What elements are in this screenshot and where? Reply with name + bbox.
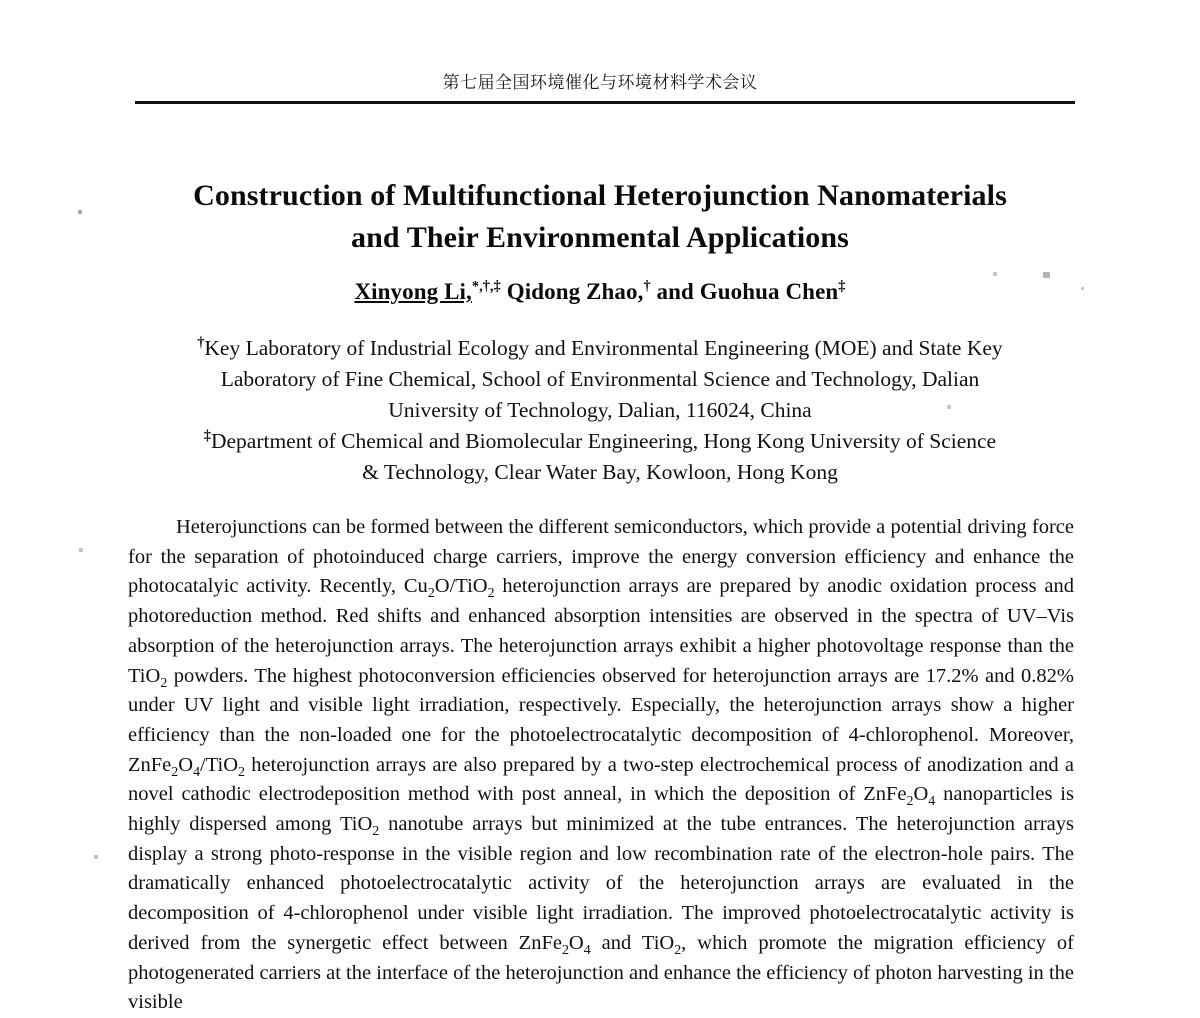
- scan-speck-icon: [79, 548, 83, 552]
- formula-sub-5: 4: [193, 764, 201, 780]
- affiliation-1-line-3: University of Technology, Dalian, 116024, China: [388, 398, 812, 422]
- formula-sub-6: 2: [238, 764, 245, 780]
- abstract-seg-9: nanoparticles is highly dispersed among TiO: [128, 783, 1074, 836]
- header-divider-rule: [135, 101, 1075, 104]
- abstract-seg-10: nanotube arrays but minimized at the tube entrances. The heterojunction arrays display a strong photo-response in the visible region and low recombination rate of the electron-hole pairs. The dramatically enhanced photoelectrocatalytic activity of the heterojunction arrays are evaluated in the decomposition of 4-chlorophenol under visible light irradiation. The improved photoelectrocatalytic activity is derived from the synergetic effect between ZnFe: [128, 813, 1075, 954]
- formula-sub-7: 2: [906, 794, 914, 810]
- author-third-affiliation-marks: ‡: [838, 278, 846, 295]
- abstract-seg-7: heterojunction arrays are also prepared by a two-step electrochemical process of anodization and a novel cathodic electrodeposition method with post anneal, in which the deposition of ZnFe: [128, 753, 1074, 806]
- scan-speck-icon: [947, 405, 951, 409]
- formula-sub-2: 2: [487, 586, 495, 602]
- abstract-seg-6: /TiO: [200, 753, 239, 776]
- formula-sub-8: 4: [928, 794, 936, 810]
- abstract-paragraph: [128, 513, 1074, 1018]
- author-second-affiliation-marks: †: [643, 278, 651, 295]
- abstract-body: [128, 513, 1074, 1018]
- affiliation-1-mark: †: [197, 334, 205, 351]
- affiliation-2-line-1: [100, 426, 1100, 457]
- running-header-title: 第七届全国环境催化与环境材料学术会议: [442, 73, 758, 93]
- scan-speck-icon: [1081, 287, 1084, 290]
- scan-speck-icon: [94, 855, 98, 859]
- affiliation-2-text-1: Department of Chemical and Biomolecular Engineering, Hong Kong University of Science: [210, 429, 997, 453]
- author-list: [110, 279, 1090, 305]
- affiliation-1-line-2: Laboratory of Fine Chemical, School of Environmental Science and Technology, Dalian: [220, 367, 980, 391]
- affiliation-2-mark: ‡: [203, 427, 211, 444]
- formula-sub-11: 4: [583, 942, 591, 958]
- formula-sub-9: 2: [372, 824, 380, 840]
- formula-sub-12: 2: [674, 942, 682, 958]
- formula-sub-10: 2: [561, 942, 569, 958]
- title-line-2: and Their Environmental Applications: [351, 221, 849, 255]
- abstract-seg-8: O: [913, 783, 929, 806]
- affiliation-2-line-2: & Technology, Clear Water Bay, Kowloon, Hong Kong: [362, 460, 838, 484]
- abstract-seg-3: heterojunction arrays are prepared by anodic oxidation process and photoreduction method. Red shifts and enhanced absorption intensities are observed in the spectra of UV–Vis absorption of the heterojunction arrays. The heterojunction arrays exhibit a higher photovoltage response than the TiO: [128, 575, 1074, 687]
- affiliation-block: [100, 333, 1100, 488]
- author-name-second: Qidong Zhao,: [500, 279, 644, 304]
- scan-speck-icon: [993, 272, 997, 276]
- affiliation-1-text-1: Key Laboratory of Industrial Ecology and Environmental Engineering (MOE) and State Key: [204, 336, 1003, 360]
- abstract-seg-13: , which promote the migration efficiency of photogenerated carriers at the interface of the heterojunction and enhance the efficiency of photon harvesting in the visible: [128, 931, 1074, 1014]
- author-name-third: and Guohua Chen: [650, 279, 839, 304]
- scan-speck-icon: [78, 210, 82, 214]
- abstract-seg-11: O: [568, 931, 584, 954]
- abstract-seg-4: powders. The highest photoconversion efficiencies observed for heterojunction arrays are 17.2% and 0.82% under UV light and visible light irradiation, respectively. Especially, the heterojunction arrays show a higher efficiency than the non-loaded one for the photoelectrocatalytic decomposition of 4-chlorophenol. Moreover, ZnFe: [128, 664, 1074, 776]
- affiliation-1-line-1: [100, 333, 1100, 364]
- formula-sub-3: 2: [160, 675, 168, 691]
- page-title: [110, 175, 1090, 259]
- abstract-seg-1: Heterojunctions can be formed between the different semiconductors, which provide a potential driving force for the separation of photoinduced charge carriers, improve the energy conversion efficiency and enhance the photocatalyic activity. Recently, Cu: [128, 516, 1074, 598]
- author-first-affiliation-marks: *,†,‡: [471, 278, 501, 295]
- scan-speck-icon: [1043, 272, 1050, 278]
- abstract-seg-2: O/TiO: [434, 575, 488, 598]
- formula-sub-4: 2: [171, 764, 179, 780]
- abstract-seg-5: O: [178, 753, 194, 776]
- author-name-first: Xinyong Li,: [354, 279, 472, 304]
- title-line-1: Construction of Multifunctional Heterojunction Nanomaterials: [193, 179, 1007, 213]
- abstract-seg-12: and TiO: [590, 931, 675, 954]
- formula-sub-1: 2: [427, 586, 435, 602]
